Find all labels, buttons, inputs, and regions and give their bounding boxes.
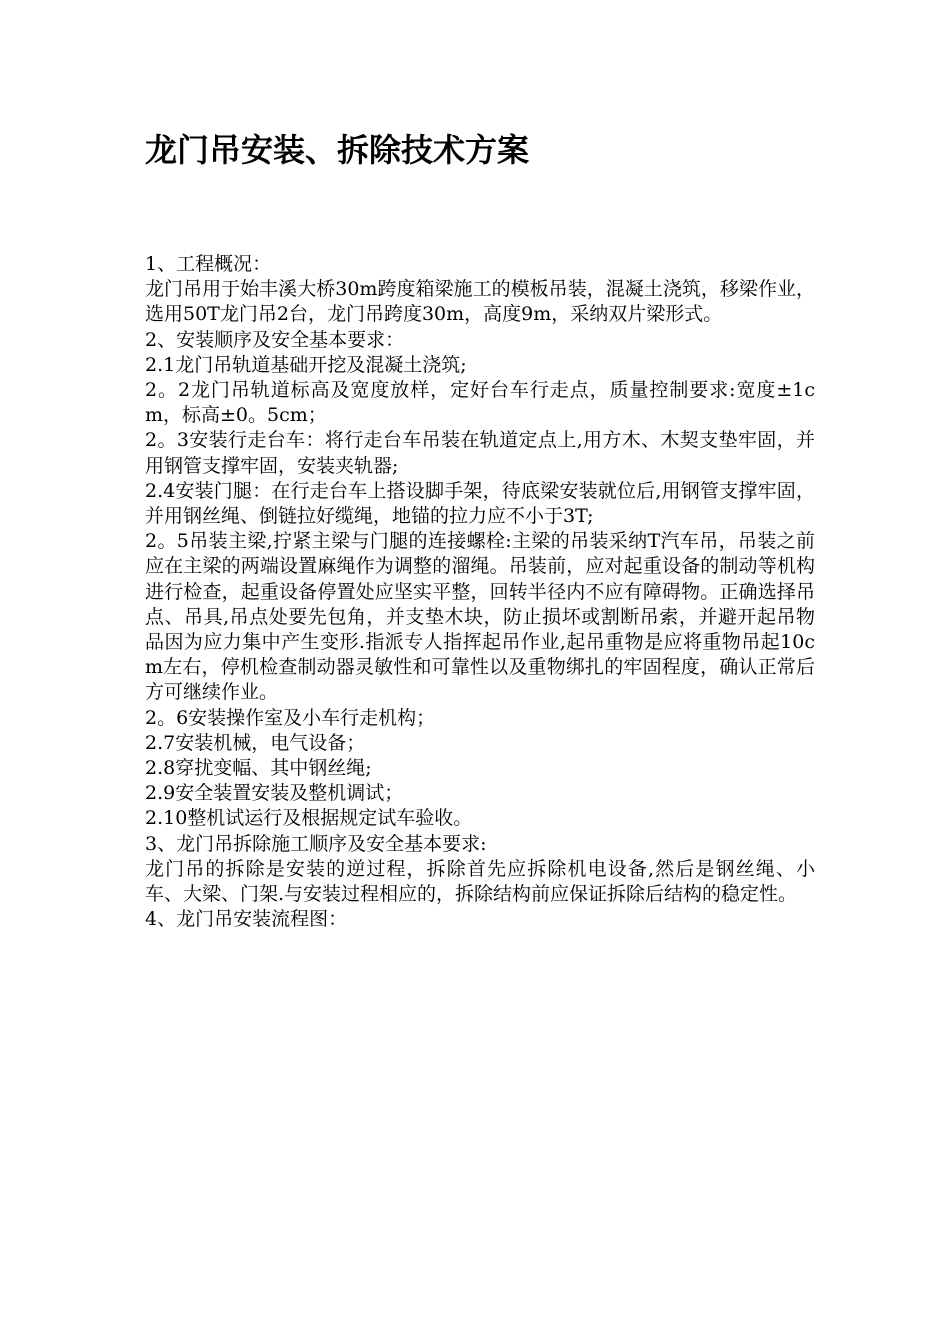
section-heading-install-order: 2、安装顺序及安全基本要求： [145, 328, 405, 351]
step-2-7: 2.7安装机械，电气设备； [145, 731, 366, 754]
section-heading-overview: 1、工程概况： [145, 253, 272, 275]
document-title: 龙门吊安装、拆除技术方案 [145, 131, 530, 169]
step-2-1: 2.1龙门吊轨道基础开挖及混凝土浇筑; [145, 353, 467, 376]
step-2-3: 2。3安装行走台车：将行走台车吊装在轨道定点上,用方木、木契支垫牢固，并用钢管支撑牢固，安装夹轨器; [145, 429, 815, 477]
step-2-8: 2.8穿扰变幅、其中钢丝绳; [145, 757, 372, 780]
step-2-5: 2。5吊装主梁,拧紧主梁与门腿的连接螺栓:主梁的吊装采纳T汽车吊，吊装之前应在主梁的两端设置麻绳作为调整的溜绳。吊装前，应对起重设备的制动等机构进行检查，起重设备停置处应坚实平整，回转半径内不应有障碍物。正确选择吊点、吊具,吊点处要先包角，并支垫木块，防止损坏或割断吊索，并避开起吊物品因为应力集中产生变形.指派专人指挥起吊作业,起吊重物是应将重物吊起10cm左右，停机检查制动器灵敏性和可靠性以及重物绑扎的牢固程度，确认正常后方可继续作业。 [145, 530, 815, 704]
section-heading-dismantle: 3、龙门吊拆除施工顺序及安全基本要求: [145, 832, 487, 855]
paragraph-dismantle: 龙门吊的拆除是安装的逆过程，拆除首先应拆除机电设备,然后是钢丝绳、小车、大梁、门架.与安装过程相应的，拆除结构前应保证拆除后结构的稳定性。 [145, 857, 815, 906]
step-2-2: 2。2龙门吊轨道标高及宽度放样，定好台车行走点，质量控制要求:宽度±1cm，标高±0。5cm； [145, 379, 815, 427]
step-2-9: 2.9安全装置安装及整机调试； [145, 782, 404, 805]
paragraph-overview: 龙门吊用于始丰溪大桥30m跨度箱梁施工的模板吊装，混凝土浇筑，移梁作业，选用50T龙门吊2台，龙门吊跨度30m，高度9m，采纳双片梁形式。 [145, 278, 815, 326]
document-body [145, 252, 815, 932]
step-2-10: 2.10整机试运行及根据规定试车验收。 [145, 807, 473, 830]
section-heading-flowchart: 4、龙门吊安装流程图： [145, 908, 348, 931]
step-2-4: 2.4安装门腿：在行走台车上搭设脚手架，待底梁安装就位后,用钢管支撑牢固，并用钢丝绳、倒链拉好缆绳，地锚的拉力应不小于3T; [145, 479, 815, 528]
step-2-6: 2。6安装操作室及小车行走机构； [145, 706, 436, 729]
